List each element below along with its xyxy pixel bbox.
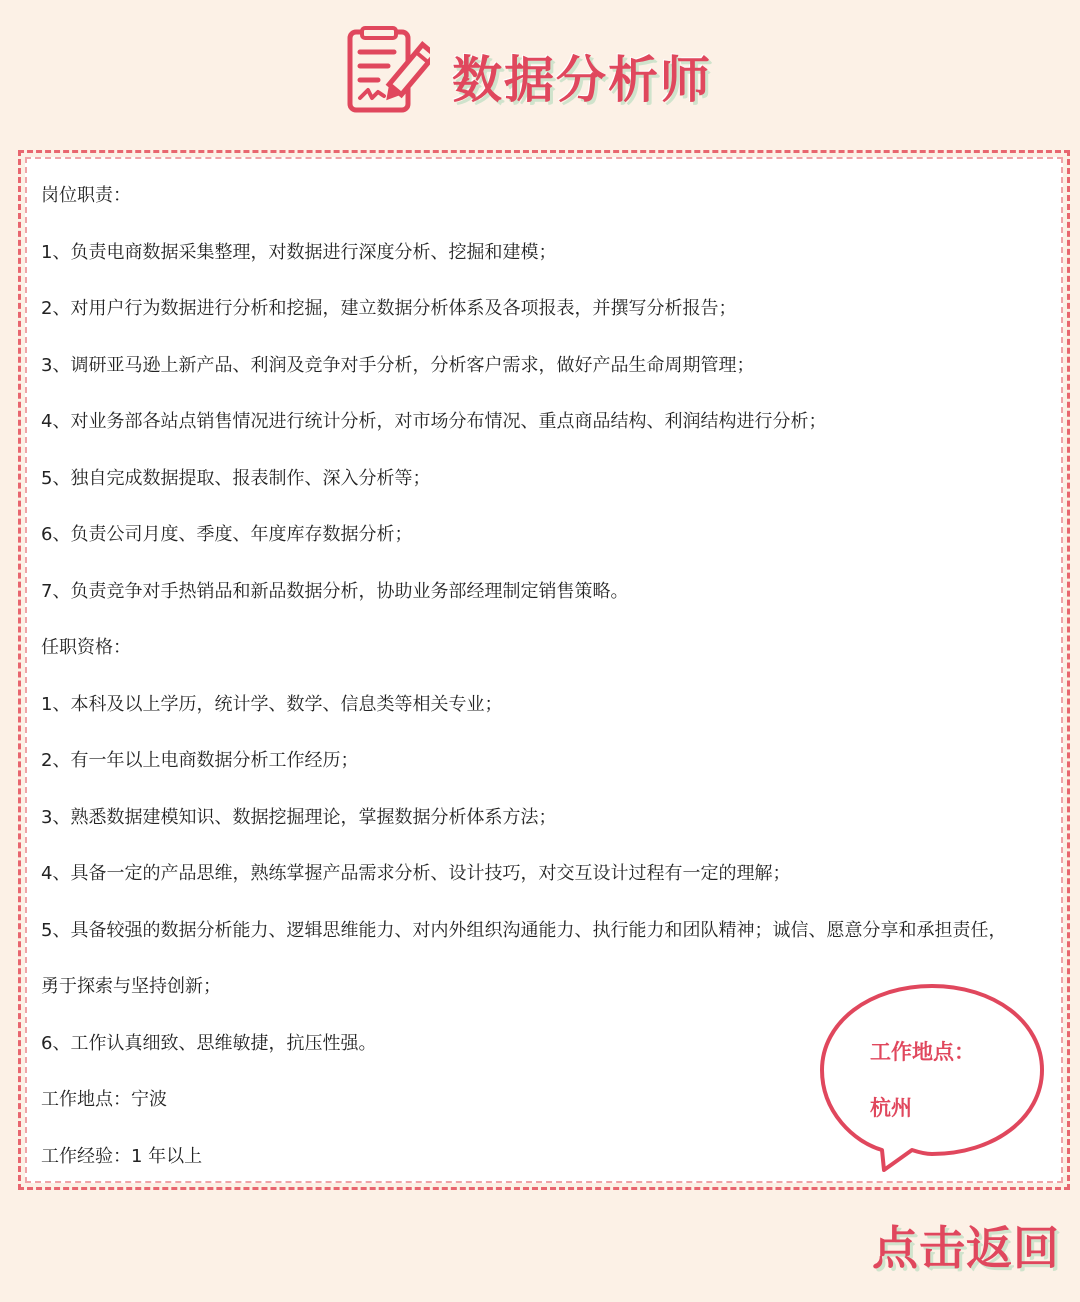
- bubble-location-city: 杭州: [870, 1096, 912, 1120]
- page-title: 数据分析师: [452, 51, 712, 109]
- section-heading-qualifications: 任职资格：: [41, 637, 131, 658]
- responsibility-item: 1、负责电商数据采集整理，对数据进行深度分析、挖掘和建模；: [41, 241, 557, 263]
- document-pen-icon: [344, 26, 430, 118]
- bubble-location-label: 工作地点：: [870, 1040, 975, 1064]
- work-location: 工作地点：宁波: [41, 1089, 167, 1110]
- responsibility-item: 4、对业务部各站点销售情况进行统计分析，对市场分布情况、重点商品结构、利润结构进行分析；: [41, 411, 827, 432]
- qualification-item: 1、本科及以上学历，统计学、数学、信息类等相关专业；: [41, 693, 503, 715]
- back-button[interactable]: 点击返回: [872, 1221, 1060, 1275]
- qualification-item: 2、有一年以上电商数据分析工作经历；: [41, 750, 359, 771]
- responsibility-item: 2、对用户行为数据进行分析和挖掘，建立数据分析体系及各项报表，并撰写分析报告；: [41, 298, 737, 319]
- qualification-item: 3、熟悉数据建模知识、数据挖掘理论，掌握数据分析体系方法；: [41, 806, 557, 828]
- responsibility-item: 3、调研亚马逊上新产品、利润及竞争对手分析，分析客户需求，做好产品生命周期管理；: [41, 354, 755, 376]
- qualification-item: 6、工作认真细致、思维敏捷，抗压性强。: [41, 1032, 377, 1054]
- qualification-item: 4、具备一定的产品思维，熟练掌握产品需求分析、设计技巧，对交互设计过程有一定的理解；: [41, 863, 791, 884]
- responsibility-item: 7、负责竞争对手热销品和新品数据分析，协助业务部经理制定销售策略。: [41, 580, 629, 602]
- header: [0, 22, 1080, 122]
- responsibility-item: 5、独自完成数据提取、报表制作、深入分析等；: [41, 467, 431, 489]
- work-experience: 工作经验：1 年以上: [41, 1145, 203, 1167]
- section-heading-responsibilities: 岗位职责：: [41, 185, 131, 206]
- responsibility-item: 6、负责公司月度、季度、年度库存数据分析；: [41, 524, 413, 545]
- qualification-item: 5、具备较强的数据分析能力、逻辑思维能力、对内外组织沟通能力、执行能力和团队精神；诚信、愿意分享和承担责任，: [41, 919, 1007, 941]
- qualification-item-continued: 勇于探索与坚持创新；: [41, 976, 221, 997]
- speech-bubble: [818, 982, 1046, 1172]
